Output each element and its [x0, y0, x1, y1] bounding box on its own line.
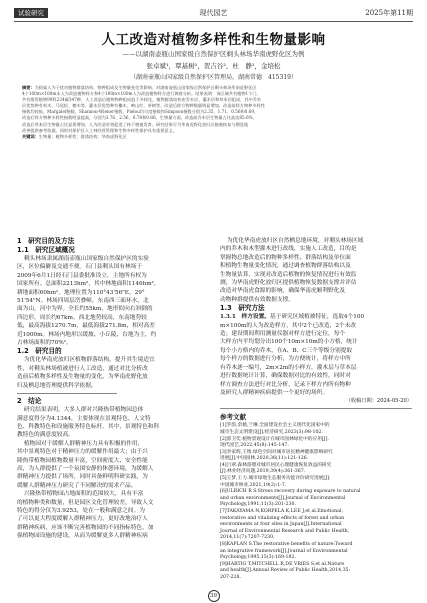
paragraph-line: 有乔木逐一编号，2m×2m的小样方，灌木层与草本层	[220, 364, 357, 371]
paragraph-line: 隆热带植物园植物数量丰富，空间密度大、安全性能	[17, 457, 148, 464]
paragraph-line: 研究结果表明，大多人群对兴隆热带植物园总体	[23, 407, 144, 414]
paragraph-line: 生物量估算，实现对改造后植物的恢复情况进行有效监	[220, 271, 357, 278]
paragraph-line: m×100m的人为改造样方，其中2个已改造，2个未改	[220, 322, 357, 329]
paragraph-line: 1.3.1 样方设置。基于研究区域植被特征，选取4个100	[220, 314, 365, 321]
reference-line: [9]HARTIG T,MITCHELL R,DE VRIES S,et al.Nature	[220, 561, 345, 567]
reference-line: 207-228.	[220, 574, 241, 580]
paragraph-line: 造；建设期间利用测量仪器对样方进行定位，每个	[220, 331, 346, 338]
abstract-line: 改造后草本层生物量占比显著增加，人为改造有效促进了林下植被发育。研究结果可为华南虎野化放归区植被恢复与栖息地	[22, 121, 249, 127]
paragraph-line: 近1000m。林场内地形以缓坡、小丘陵、台地为主，约	[17, 331, 157, 338]
paragraph-line: 缓解人群精神压力研究了不同解决的需求产品。	[17, 482, 137, 489]
subsection-heading: 1.3 研究方法	[220, 304, 265, 313]
left-column	[17, 237, 209, 577]
paragraph-line: 性，对剩头林场植被进行人工改造，通过对比分析改	[17, 365, 148, 372]
paragraph-line: 为优化华南虎放归区植物群落结构，提升其生境适宜	[23, 357, 155, 364]
reference-line: [4]吕翠.森林游憩对城市居民心理健康恢复效益的研究	[220, 462, 332, 468]
abstract-line: 改造后样方物种多样性指数明显提高，分别为3.76、2.56、0.78和0.86。生物量方面，改造前乔木层生物量占比高达85.6%，	[22, 115, 257, 121]
reference-line: 中国城市林业,2021,19(2):1-7.	[220, 482, 287, 488]
reference-line: [3]李家辉,王维.绿色空间对城市居民精神健康影响研究	[220, 449, 333, 455]
author-list: 张卓斌¹，覃基树²，贺吉谷²，杜 静²，金培松	[146, 62, 281, 70]
paragraph-line: 区，区位偏僻及交通不便。石门县剩头国有林场于	[17, 264, 143, 271]
received-date: （收稿日期：2024-05-20）	[345, 398, 412, 405]
paragraph-line: 特色的得分仅为3.9253，处在一般和满意之间。为	[17, 507, 145, 514]
paragraph-line: 进行数据统计计算，确保数据对比的有效性，同时对	[220, 373, 351, 380]
paragraph-line: 了可以更大程度缓解人群精神压力，更好改地治疗人	[17, 516, 148, 523]
paragraph-line: 耕地面积60hm²。地理位置为110°43'56"E，29°	[17, 289, 145, 296]
running-header	[14, 6, 413, 20]
paragraph-line: 色、科教特色和设施服务特色标杆。其中，景观特色和科	[17, 423, 160, 430]
header-rule	[14, 21, 413, 22]
reference-line: Journal of Environmental Research and Public Health,	[220, 528, 350, 534]
paragraph-line: 2009年6月1日经石门县委批准设立，主地所有权为	[17, 272, 147, 279]
keywords: 生物量；植物多样性；群落结构；华南虎野化区	[38, 133, 127, 139]
paragraph-line: 教特色的满意度较高。	[17, 432, 74, 439]
paragraph-line: 四边形，周长约67km。西北地势较高，东南地势较	[17, 314, 147, 321]
reference-line: [7]TAKAYAMA N,KORPELA K,LEE J,et al.Emotional,	[220, 509, 343, 515]
reference-line: Psychology,1995,15(3):169-182.	[220, 555, 296, 561]
reference-line: 进展[J].中国园林,2020,36(11):121-126.	[220, 456, 309, 462]
paragraph-line: 剩头林场隶属湖南壶瓶山国家级自然保护区的实验	[23, 256, 149, 262]
abstract-line: 改善提供参考依据，同时对保护区人工林经营管理和生物多样性保护具有重要意义。	[22, 127, 177, 133]
keywords-line	[22, 134, 405, 140]
references-divider	[220, 408, 412, 409]
reference-line: [J].林业经济问题,2019,39(4):361-367.	[220, 469, 306, 475]
paragraph-line: 满意度得分为4.1344，主要体现在景观特色、人文特	[17, 415, 151, 422]
abstract-line: 共有维管植物99科234属347种，人工改造后植物物种组成趋于多样化，植物群落结构由乔木层、灌木层和草本层组成，其中乔木	[22, 97, 262, 103]
reference-line: restorative and vitalizing effects of forest and urban	[220, 515, 345, 521]
abstract-line: 4个100m×100m未人为改造植物样方和4个100m×100m人为改造植物样方进行调查分析。结果表明：该区域共有植物1个门，	[22, 91, 261, 97]
paragraph-line: 样方调查方法进行对比分析，记录下样方内所有物种	[220, 381, 351, 388]
reference-line: 2014,11(7):7207-7230.	[220, 535, 275, 541]
reference-line: [5]王梦,王力.城市绿地生态服务功能评价研究进展[J].	[220, 476, 331, 482]
paragraph-line: 内的乔木和木型灌木进行改线，实施人工改造，目的是	[220, 246, 357, 253]
reference-line: 城市生态文明建设[J].经济研究,2023(3):98-102.	[220, 429, 323, 435]
paragraph-line: 群精神压力提供了场所，同时具备鲜明科研实践，为	[17, 474, 148, 481]
subsection-heading: 1.1 研究区域概况	[17, 246, 75, 254]
subsubsection-label: 1.3.1 样方设置。	[220, 314, 270, 321]
paragraph-line: 每个样方的数据进行分析，为方便统计，将样方中所	[220, 356, 351, 363]
paragraph-line: 归及栖息地管理提供科学依据。	[17, 382, 97, 389]
paragraph-line: 群精神疾病，应该不断完善植物园的不同指标特色，加	[17, 524, 154, 531]
page-number	[0, 590, 427, 602]
paragraph-line: 低，最高海拔1270.7m，最低海拔271.8m，相对高差	[17, 323, 155, 330]
section-heading: 1 研究目的及方法	[17, 237, 75, 245]
reference-line: [2]郭卫奕.植物景观设计在城市园林绿化中的应用[J].	[220, 436, 329, 442]
section-heading: 2 结论	[17, 397, 42, 406]
paragraph-line: 改造对华南虎食源的影响，确保华南虎顺利野化及	[220, 288, 346, 295]
reference-line: [8]KAPLAN S.The restorative benefits of nature:Toward	[220, 542, 353, 547]
section-divider	[17, 393, 117, 394]
reference-line: [6]ULRICH R S.Stress recovery during exposure to natural	[220, 489, 361, 495]
journal-name: 现代园艺	[199, 9, 228, 17]
reference-line: and urban environments[J].Journal of Environmental	[220, 495, 346, 501]
paragraph-line: 其中景观特色对于精神压力的缓解作用最大；由于兴	[17, 449, 148, 456]
paragraph-line: 为优化华南虎放归区自然栖息地环境，对剩头林场区域	[226, 238, 364, 244]
affiliation: （湖南壶瓶山国家级自然保护区管理局，湖南常德 415319）	[130, 74, 297, 81]
paragraph-line: 每个小方格内的乔木，在A、B、C三个等级分别提取	[220, 347, 353, 354]
paragraph-line: 面为山，河中为界。全长约55km，地形似向右斜倒的	[17, 306, 153, 313]
abstract-line: 摘要：为探索人为干扰对植物群落结构、物种组成及生物量变化等影响，对湖南壶瓶山国家级自然保护区剩头林场华南虎野化区	[22, 85, 257, 90]
reference-line: an integrative framework[J].Journal of Environmental	[220, 548, 348, 554]
abstract-block	[22, 85, 405, 195]
paragraph-line: 掌握物总地改造后的物种多样性、群落结构及单位面	[220, 254, 351, 261]
reference-line: [1]罗韵,余薇,兰琳.全面建设社会主义现代化国家中的	[220, 423, 330, 429]
paragraph-line: 植物园对于缓解人群精神压力具有积极的作用，	[23, 440, 144, 447]
paragraph-line: 占林场面积的70%²。	[17, 340, 72, 347]
paragraph-line: 造前后植物多样性及生物量的变化，为华南虎野化放	[17, 374, 148, 381]
abstract-line: 层优势种有杉木、马尾松、檫木等，灌木层优势种有檵木、映山红、茶树等。改造后样方物种数量明显增加，改造前样方物种多样性	[22, 103, 265, 109]
keywords-label: 关键词：	[22, 133, 39, 139]
paragraph-line: 及研究人群精神疾病提供一个更好的场所。	[220, 389, 329, 396]
references-heading: 参考文献	[220, 413, 246, 422]
right-column	[220, 237, 412, 580]
paragraph-line: 兴隆热带植物园占地面积的范围较大，具有丰富	[23, 491, 144, 498]
paragraph-line: 的植物种类和数量，但是园区文化管理较差，导致人文	[17, 499, 154, 506]
paragraph-line: 大样方内平均划分出100个10m×10m的小方格，统计	[220, 339, 358, 346]
paragraph-line: 国家所有。总面积2213hm²，其中林地面积1146hm²，	[17, 281, 160, 288]
issue-label: 2025年第11期	[365, 9, 413, 17]
subsection-heading: 1.2 研究目的	[17, 347, 62, 356]
reference-line: Psychology,1991,11(3):201-230.	[220, 502, 296, 508]
paragraph-line: 积植物生物量变化情况，通过调查植物群落结构以及	[220, 263, 351, 270]
paragraph-line: 高，为人群提供了一个氛围安静的休憩环境，为缓解人	[17, 465, 154, 472]
paragraph-line: 51'54"N。林场四周层峦叠嶂，东南西三面环水，北	[17, 298, 149, 305]
paragraph-line: 测，为华南虎野化放归区提供植物恢复数据支撑并评估	[220, 280, 357, 287]
paragraph-line: 动物种群提供有效数据支撑。	[220, 296, 294, 303]
abstract-label: 摘要：	[22, 85, 35, 90]
reference-line: and health[J].Annual Review of Public Health,2014,35:	[220, 568, 351, 574]
article-subtitle: ——以湖南壶瓶山国家级自然保护区剩头林场华南虎野化区为例	[122, 50, 305, 58]
page-number-label: 39	[208, 590, 220, 602]
section-badge: 试验研究	[14, 8, 48, 18]
reference-line: environments at four sites in Japan[J].International	[220, 522, 342, 528]
article-title: 人工改造对植物多样性和生物量影响	[101, 32, 326, 48]
paragraph-line: 强植物园设施的建设，从而为缓解更多人群精神疾病	[17, 533, 148, 540]
abstract-line: 指数均较低，Margalef指数、Shannon-Wiener指数、Pielou均匀度指数和Simpson指数分别为2.35、1.71、0.56和0.69，	[22, 109, 259, 115]
reference-line: 现代园艺,2022,45(8):145-147.	[220, 443, 289, 449]
